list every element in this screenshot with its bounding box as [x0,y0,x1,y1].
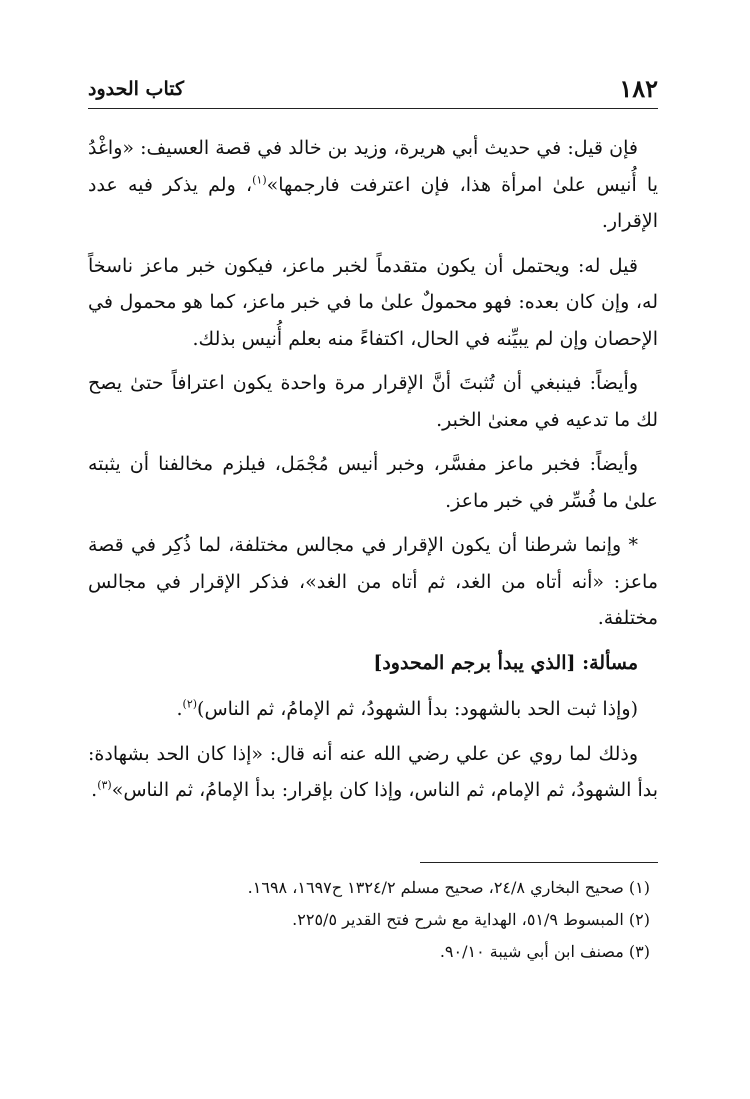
running-title: كتاب الحدود [88,78,185,100]
issue-heading [88,645,658,682]
paragraph-also-1: وأيضاً: فينبغي أن تُثبتَ أنَّ الإقرار مرة واحدة يكون اعترافاً حتىٰ يصح لك ما تدعيه في معنىٰ الخبر. [88,372,658,431]
paragraph-narration: وذلك لما روي عن علي رضي الله عنه أنه قال: «إذا كان الحد بشهادة: بدأ الشهودُ، ثم الإمام، ثم الناس، وإذا كان بإقرار: بدأ الإمامُ، ثم الناس»$^{(٣)}$. [88,742,658,801]
page-header [88,72,658,109]
paragraph-reply: قيل له: ويحتمل أن يكون متقدماً لخبر ماعز، فيكون خبر ماعز ناسخاً له، وإن كان بعده: فهو محمولٌ علىٰ ما في خبر ماعز، كما هو محمول في الإحصان وإن لم يبيِّنه في الحال، اكتفاءً منه بعلم أُنيس بذلك. [88,254,658,350]
footnote-ref-2: (٢) [182,697,198,711]
paragraph-condition: * وإنما شرطنا أن يكون الإقرار في مجالس مختلفة، لما ذُكِر في قصة ماعز: «أنه أتاه من الغد، ثم أتاه من الغد»، فذكر الإقرار في مجالس مختلفة. [88,534,658,629]
issue-label: مسألة: [582,651,638,674]
paragraph-objection: فإن قيل: في حديث أبي هريرة، وزيد بن خالد في قصة العسيف: «واغْدُ يا أُنيس علىٰ امرأة هذا، فإن اعترفت فارجمها»$^{(١)}$، ولم يذكر فيه عدد الإقرار. [88,137,659,232]
footnote-ref-1: (١) [252,173,267,187]
footnote-3: (٣) مصنف ابن أبي شيبة ٩٠/١٠. [439,942,650,961]
footnote-2: (٢) المبسوط ٥١/٩، الهداية مع شرح فتح القدير ٢٢٥/٥. [292,910,650,929]
paragraph-matn: (وإذا ثبت الحد بالشهود: بدأ الشهودُ، ثم الإمامُ، ثم الناس)$^{(٢)}$. [176,697,638,720]
footnote-1: (١) صحيح البخاري ٢٤/٨، صحيح مسلم ١٣٢٤/٢ ح١٦٩٧، ١٦٩٨. [247,878,650,897]
footnotes [88,872,658,968]
paragraph-also-2: وأيضاً: فخبر ماعز مفسَّر، وخبر أنيس مُجْمَل، فيلزم مخالفنا أن يثبته علىٰ ما فُسِّر في خبر ماعز. [88,453,658,512]
footnote-ref-3: (٣) [97,778,112,792]
issue-title: [الذي يبدأ برجم المحدود] [373,651,576,674]
footnote-divider [420,862,658,863]
main-text [88,130,658,817]
page-number: ١٨٢ [619,74,658,103]
